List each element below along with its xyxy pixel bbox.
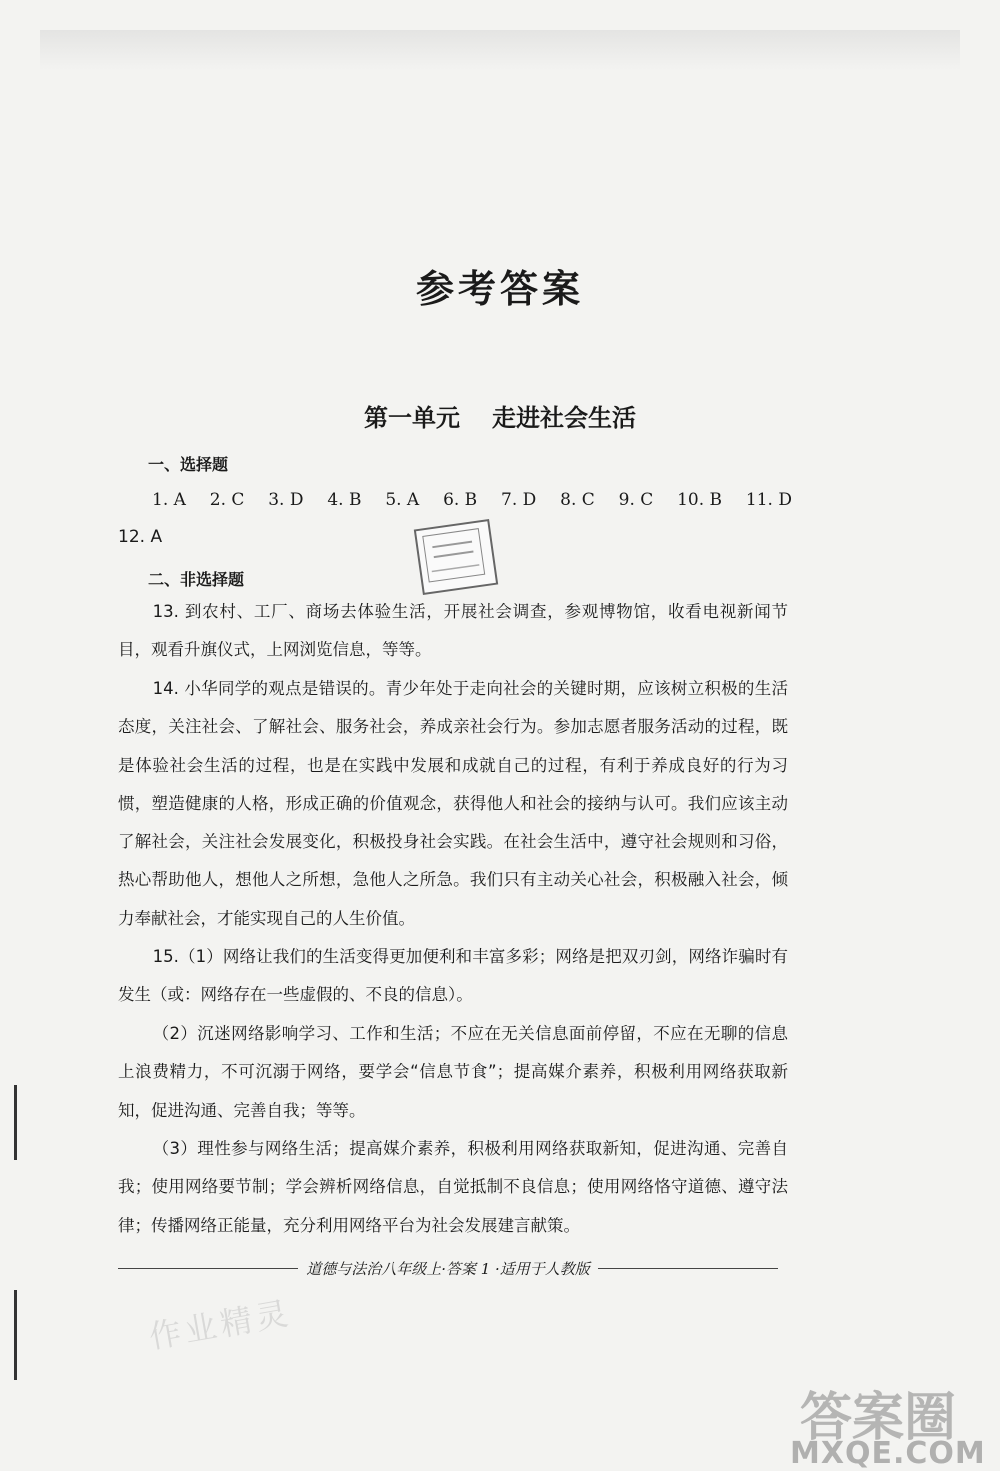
unit-name: 走进社会生活 xyxy=(492,404,636,432)
page-footer xyxy=(118,1257,778,1279)
answer-item: 3. D xyxy=(268,490,304,510)
page-title: 参考答案 xyxy=(415,267,584,311)
answer-14: 14. 小华同学的观点是错误的。青少年处于走向社会的关键时期，应该树立积极的生活态度，关注社会、了解社会、服务社会，养成亲社会行为。参加志愿者服务活动的过程，既是体验社会生活的过程，也是在实践中发展和成就自己的过程，有利于养成良好的行为习惯，塑造健康的人格，形成正确的价值观念，获得他人和社会的接纳与认可。我们应该主动了解社会，关注社会发展变化，积极投身社会实践。在社会生活中，遵守社会规则和习俗，热心帮助他人，想他人之所想，急他人之所急。我们只有主动关心社会，积极融入社会，倾力奉献社会，才能实现自己的人生价值。 xyxy=(118,679,788,928)
answer-item: 10. B xyxy=(677,490,723,510)
watermark: 作业精灵 xyxy=(146,1293,295,1357)
binding-mark xyxy=(14,1290,17,1380)
footer-rule-right xyxy=(598,1268,778,1269)
stamp-image xyxy=(414,519,498,595)
footer-text: 道德与法治八年级上·答案 1 ·适用于人教版 xyxy=(306,1259,590,1278)
answer-item: 1. A xyxy=(152,490,186,510)
answer-13: 13. 到农村、工厂、商场去体验生活，开展社会调查，参观博物馆，收看电视新闻节目，观看升旗仪式，上网浏览信息，等等。 xyxy=(118,602,788,660)
section-heading-choice: 一、选择题 xyxy=(148,455,229,474)
answer-item: 8. C xyxy=(560,490,595,510)
answer-item: 11. D xyxy=(745,490,792,510)
choice-answers xyxy=(152,490,792,510)
answer-item: 4. B xyxy=(327,490,362,510)
binding-mark xyxy=(14,1085,17,1160)
answer-item: 9. C xyxy=(618,490,654,510)
section-heading-nonchoice: 二、非选择题 xyxy=(148,570,245,589)
site-logo: 答案圈 xyxy=(800,1388,957,1448)
unit-number: 第一单元 xyxy=(364,404,460,432)
scan-artifact xyxy=(40,30,960,70)
answer-item: 6. B xyxy=(443,490,478,510)
answer-15-part3: （3）理性参与网络生活；提高媒介素养，积极利用网络获取新知，促进沟通、完善自我；使用网络要节制；学会辨析网络信息，自觉抵制不良信息；使用网络恪守道德、遵守法律；传播网络正能量，充分利用网络平台为社会发展建言献策。 xyxy=(118,1139,788,1235)
unit-title xyxy=(0,398,1000,433)
stamp-icon xyxy=(416,522,491,589)
answer-item: 12. A xyxy=(118,527,163,547)
answer-item: 2. C xyxy=(209,490,245,510)
answer-item: 7. D xyxy=(501,490,537,510)
answer-15-part1: 15.（1）网络让我们的生活变得更加便利和丰富多彩；网络是把双刃剑，网络诈骗时有发生（或：网络存在一些虚假的、不良的信息）。 xyxy=(118,947,788,1005)
answer-15-part2: （2）沉迷网络影响学习、工作和生活；不应在无关信息面前停留，不应在无聊的信息上浪费精力，不可沉溺于网络，要学会“信息节食”；提高媒介素养，积极利用网络获取新知，促进沟通、完善自我；等等。 xyxy=(118,1024,788,1120)
site-logo-url: MXQE.COM xyxy=(790,1436,986,1471)
answer-item: 5. A xyxy=(385,490,420,510)
footer-rule-left xyxy=(118,1268,298,1269)
